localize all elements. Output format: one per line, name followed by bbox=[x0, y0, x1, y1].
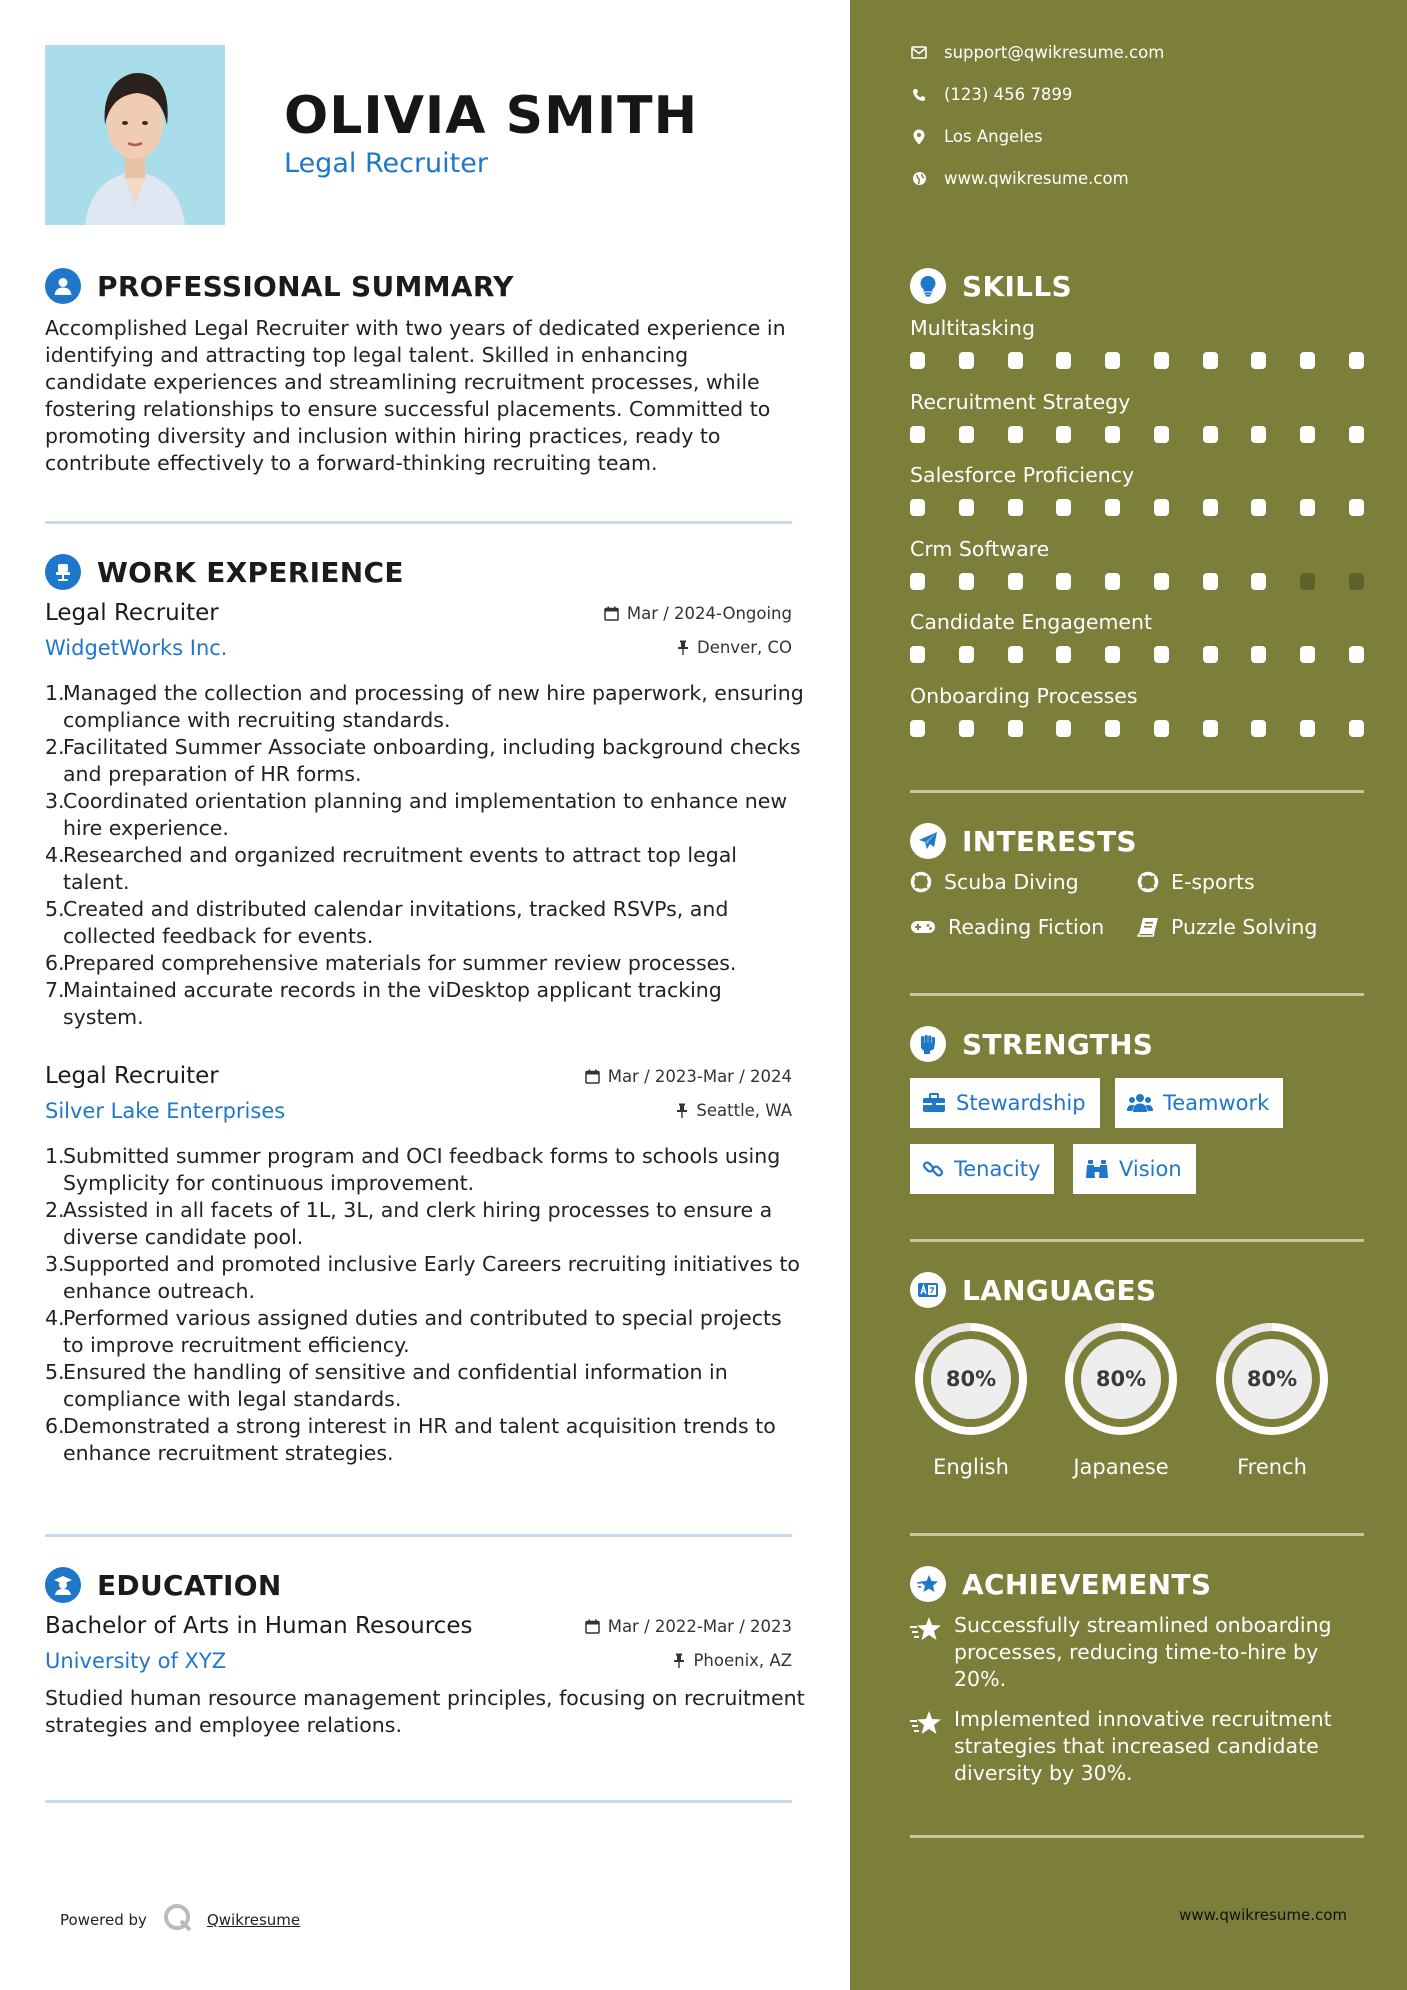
skill-dot-filled bbox=[1203, 499, 1218, 516]
fist-icon bbox=[910, 1026, 946, 1062]
graduate-icon bbox=[45, 1567, 81, 1603]
skill-dot-filled bbox=[1203, 426, 1218, 443]
interest-item bbox=[1137, 915, 1317, 939]
achievements-heading bbox=[910, 1566, 1211, 1602]
list-item: 3. Supported and promoted inclusive Early Careers recruiting initiatives to enhance outreach. bbox=[45, 1252, 800, 1303]
gamepad-icon bbox=[910, 918, 936, 936]
skill-dot-filled bbox=[959, 499, 974, 516]
job-entry bbox=[45, 1063, 800, 1483]
skill-dot-filled bbox=[910, 573, 925, 590]
section-divider bbox=[910, 1239, 1364, 1242]
candidate-role: Legal Recruiter bbox=[284, 148, 488, 179]
achievements-title: ACHIEVEMENTS bbox=[962, 1567, 1212, 1601]
contact-website-text: www.qwikresume.com bbox=[944, 169, 1129, 188]
skill-dot-empty bbox=[1349, 573, 1364, 590]
section-divider bbox=[45, 1534, 792, 1537]
languages-title: LANGUAGES bbox=[962, 1273, 1157, 1307]
job-location-text: Denver, CO bbox=[696, 638, 792, 657]
life-ring-icon bbox=[1137, 871, 1159, 893]
star-icon bbox=[910, 1612, 944, 1693]
skill-dot-filled bbox=[1203, 573, 1218, 590]
skill-dot-filled bbox=[1300, 352, 1315, 369]
user-icon bbox=[45, 268, 81, 304]
education-entry bbox=[45, 1613, 805, 1753]
language-item bbox=[1059, 1317, 1183, 1479]
job-location bbox=[676, 1101, 792, 1120]
interest-label: Scuba Diving bbox=[944, 870, 1079, 894]
job-title: Legal Recruiter bbox=[45, 600, 219, 626]
skill-dot-filled bbox=[1251, 720, 1266, 737]
education-description: Studied human resource management principles, focusing on recruitment strategies and employee relations. bbox=[45, 1686, 805, 1737]
pin-icon bbox=[676, 1103, 688, 1118]
skill-dot-filled bbox=[1056, 573, 1071, 590]
section-divider bbox=[45, 521, 792, 524]
section-divider bbox=[910, 993, 1364, 996]
skill-dot-filled bbox=[910, 720, 925, 737]
language-item bbox=[909, 1317, 1033, 1479]
skill-rating bbox=[910, 646, 1364, 663]
experience-heading bbox=[45, 554, 404, 590]
skill-dot-filled bbox=[1300, 499, 1315, 516]
phone-icon bbox=[910, 88, 928, 102]
skill-dot-filled bbox=[1300, 720, 1315, 737]
achievement-item bbox=[910, 1706, 1364, 1787]
experience-title: WORK EXPERIENCE bbox=[97, 555, 404, 589]
skill-name: Recruitment Strategy bbox=[910, 390, 1131, 414]
skill-dot-filled bbox=[1105, 646, 1120, 663]
language-progress bbox=[1059, 1317, 1183, 1441]
job-company: Silver Lake Enterprises bbox=[45, 1099, 286, 1123]
envelope-icon bbox=[910, 46, 928, 59]
globe-icon bbox=[910, 171, 928, 186]
job-location bbox=[677, 638, 792, 657]
link-icon bbox=[922, 1158, 944, 1180]
skill-name: Salesforce Proficiency bbox=[910, 463, 1135, 487]
strength-chip bbox=[910, 1144, 1054, 1194]
skill-dot-filled bbox=[1056, 426, 1071, 443]
skill-dot-filled bbox=[1349, 426, 1364, 443]
skill-dot-filled bbox=[910, 352, 925, 369]
skills-title: SKILLS bbox=[962, 269, 1072, 303]
skill-dot-filled bbox=[1251, 352, 1266, 369]
list-item: 1. Submitted summer program and OCI feedback forms to schools using Symplicity for continuous improvement. bbox=[45, 1144, 781, 1195]
interest-item bbox=[910, 915, 1104, 939]
contact-phone-text: (123) 456 7899 bbox=[944, 85, 1073, 104]
skill-dot-filled bbox=[1154, 646, 1169, 663]
powered-by-label: Powered by bbox=[60, 1911, 147, 1929]
list-item: 4. Researched and organized recruitment events to attract top legal talent. bbox=[45, 843, 737, 894]
calendar-icon bbox=[604, 606, 619, 621]
contact-email[interactable] bbox=[910, 43, 1164, 62]
star-icon bbox=[910, 1706, 944, 1787]
skill-item bbox=[910, 610, 1364, 663]
skill-dot-filled bbox=[1349, 646, 1364, 663]
list-item: 5. Created and distributed calendar invitations, tracked RSVPs, and collected feedback for events. bbox=[45, 897, 729, 948]
skill-dot-filled bbox=[959, 352, 974, 369]
qwikresume-logo-icon bbox=[163, 1903, 193, 1937]
skill-item bbox=[910, 463, 1364, 516]
contact-email-text: support@qwikresume.com bbox=[944, 43, 1165, 62]
job-entry bbox=[45, 600, 804, 1040]
skill-dot-filled bbox=[1154, 499, 1169, 516]
job-bullets bbox=[45, 1143, 805, 1467]
interests-title: INTERESTS bbox=[962, 824, 1137, 858]
skill-dot-filled bbox=[1008, 352, 1023, 369]
strengths-title: STRENGTHS bbox=[962, 1027, 1154, 1061]
skill-rating bbox=[910, 499, 1364, 516]
section-divider bbox=[45, 1800, 792, 1803]
skill-dot-filled bbox=[1203, 352, 1218, 369]
skill-dot-filled bbox=[1154, 426, 1169, 443]
job-title: Legal Recruiter bbox=[45, 1063, 219, 1089]
skill-item bbox=[910, 316, 1364, 369]
achievement-item bbox=[910, 1612, 1364, 1693]
qwikresume-link[interactable]: Qwikresume bbox=[206, 1911, 301, 1929]
list-item: 5. Ensured the handling of sensitive and confidential information in compliance with legal standards. bbox=[45, 1360, 728, 1411]
job-date-text: Mar / 2024-Ongoing bbox=[626, 604, 792, 623]
skill-dot-filled bbox=[959, 720, 974, 737]
interest-label: Reading Fiction bbox=[948, 915, 1105, 939]
skill-dot-filled bbox=[1300, 646, 1315, 663]
education-location bbox=[673, 1651, 792, 1670]
summary-title: PROFESSIONAL SUMMARY bbox=[97, 269, 514, 303]
calendar-icon bbox=[585, 1619, 600, 1634]
skill-dot-filled bbox=[1349, 499, 1364, 516]
language-percent: 80% bbox=[1246, 1367, 1298, 1391]
job-date-text: Mar / 2023-Mar / 2024 bbox=[607, 1067, 792, 1086]
language-icon bbox=[910, 1272, 946, 1308]
skill-dot-filled bbox=[1349, 720, 1364, 737]
skill-dot-filled bbox=[1105, 352, 1120, 369]
skill-dot-filled bbox=[1251, 573, 1266, 590]
job-company: WidgetWorks Inc. bbox=[45, 636, 228, 660]
skill-dot-filled bbox=[1008, 573, 1023, 590]
skill-name: Multitasking bbox=[910, 316, 1035, 340]
skill-item bbox=[910, 684, 1364, 737]
job-bullets bbox=[45, 680, 805, 1031]
skill-dot-filled bbox=[1105, 720, 1120, 737]
skill-dot-filled bbox=[959, 426, 974, 443]
language-percent: 80% bbox=[1095, 1367, 1147, 1391]
skill-dot-filled bbox=[959, 646, 974, 663]
education-degree: Bachelor of Arts in Human Resources bbox=[45, 1613, 473, 1639]
skill-dot-filled bbox=[1105, 573, 1120, 590]
life-ring-icon bbox=[910, 871, 932, 893]
skill-dot-filled bbox=[1349, 352, 1364, 369]
job-date bbox=[585, 1067, 792, 1086]
skill-rating bbox=[910, 352, 1364, 369]
education-title: EDUCATION bbox=[97, 1568, 282, 1602]
education-location-text: Phoenix, AZ bbox=[693, 1651, 792, 1670]
skill-dot-filled bbox=[1056, 646, 1071, 663]
list-item: 4. Performed various assigned duties and contributed to special projects to improve recruitment efficiency. bbox=[45, 1306, 782, 1357]
achievement-text: Implemented innovative recruitment strategies that increased candidate diversity by 30%. bbox=[954, 1707, 1332, 1785]
contact-location-text: Los Angeles bbox=[944, 127, 1043, 146]
strength-label: Teamwork bbox=[1163, 1091, 1270, 1115]
list-item: 1. Managed the collection and processing of new hire paperwork, ensuring compliance with recruiting standards. bbox=[45, 681, 804, 732]
list-item: 7. Maintained accurate records in the viDesktop applicant tracking system. bbox=[45, 978, 722, 1029]
skill-dot-filled bbox=[1203, 646, 1218, 663]
skill-rating bbox=[910, 573, 1364, 590]
chair-icon bbox=[45, 554, 81, 590]
skill-dot-filled bbox=[910, 499, 925, 516]
skill-rating bbox=[910, 720, 1364, 737]
job-location-text: Seattle, WA bbox=[696, 1101, 792, 1120]
section-divider bbox=[910, 1533, 1364, 1536]
binoculars-icon bbox=[1085, 1159, 1109, 1179]
interests-heading bbox=[910, 823, 1137, 859]
education-date-text: Mar / 2022-Mar / 2023 bbox=[607, 1617, 792, 1636]
skill-dot-filled bbox=[1008, 426, 1023, 443]
language-name: French bbox=[1237, 1455, 1307, 1479]
skill-dot-filled bbox=[1251, 499, 1266, 516]
skill-dot-filled bbox=[910, 426, 925, 443]
strength-label: Stewardship bbox=[956, 1091, 1086, 1115]
contact-location bbox=[910, 127, 1043, 146]
users-icon bbox=[1127, 1093, 1153, 1113]
pin-icon bbox=[677, 640, 689, 655]
skill-item bbox=[910, 537, 1364, 590]
skill-dot-empty bbox=[1300, 573, 1315, 590]
strength-label: Tenacity bbox=[954, 1157, 1041, 1181]
language-progress bbox=[909, 1317, 1033, 1441]
pin-icon bbox=[673, 1653, 685, 1668]
contact-website[interactable] bbox=[910, 169, 1129, 188]
lightbulb-icon bbox=[910, 268, 946, 304]
section-divider bbox=[910, 1835, 1364, 1838]
contact-phone[interactable] bbox=[910, 85, 1072, 104]
powered-by bbox=[60, 1903, 300, 1937]
language-progress bbox=[1210, 1317, 1334, 1441]
skills-heading bbox=[910, 268, 1072, 304]
skill-dot-filled bbox=[1008, 499, 1023, 516]
skill-dot-filled bbox=[1008, 720, 1023, 737]
language-item bbox=[1210, 1317, 1334, 1479]
education-date bbox=[585, 1617, 792, 1636]
strengths-heading bbox=[910, 1026, 1153, 1062]
interest-item bbox=[910, 870, 1079, 894]
education-school: University of XYZ bbox=[45, 1649, 227, 1673]
skill-dot-filled bbox=[959, 573, 974, 590]
profile-photo bbox=[45, 45, 225, 225]
skill-item bbox=[910, 390, 1364, 443]
skill-name: Crm Software bbox=[910, 537, 1050, 561]
interest-label: Puzzle Solving bbox=[1171, 915, 1318, 939]
skill-dot-filled bbox=[1154, 352, 1169, 369]
paper-plane-icon bbox=[910, 823, 946, 859]
strength-label: Vision bbox=[1119, 1157, 1182, 1181]
skill-dot-filled bbox=[1105, 499, 1120, 516]
candidate-name: OLIVIA SMITH bbox=[284, 86, 699, 146]
strength-chip bbox=[1115, 1078, 1283, 1128]
interest-item bbox=[1137, 870, 1255, 894]
language-name: Japanese bbox=[1073, 1455, 1169, 1479]
education-heading bbox=[45, 1567, 282, 1603]
skill-dot-filled bbox=[1154, 573, 1169, 590]
language-percent: 80% bbox=[945, 1367, 997, 1391]
achievement-text: Successfully streamlined onboarding processes, reducing time-to-hire by 20%. bbox=[954, 1613, 1332, 1691]
job-date bbox=[604, 604, 792, 623]
skill-name: Onboarding Processes bbox=[910, 684, 1138, 708]
skill-dot-filled bbox=[1008, 646, 1023, 663]
languages-heading bbox=[910, 1272, 1156, 1308]
interest-label: E-sports bbox=[1171, 870, 1255, 894]
section-divider bbox=[910, 790, 1364, 793]
skill-name: Candidate Engagement bbox=[910, 610, 1153, 634]
skill-dot-filled bbox=[1056, 352, 1071, 369]
strength-chip bbox=[1073, 1144, 1196, 1194]
skill-dot-filled bbox=[1056, 720, 1071, 737]
skill-dot-filled bbox=[1251, 646, 1266, 663]
summary-text: Accomplished Legal Recruiter with two years of dedicated experience in identifying and attracting top legal talent. Skilled in enhancing candidate experiences and streamlining recruitment processes, while fostering relationships to ensure successful placements. Committed to promoting diversity and inclusion within hiring practices, ready to contribute effectively to a forward-thinking recruiting team. bbox=[45, 316, 786, 475]
skill-dot-filled bbox=[1300, 426, 1315, 443]
summary-heading bbox=[45, 268, 514, 304]
skill-dot-filled bbox=[1056, 499, 1071, 516]
skill-dot-filled bbox=[1154, 720, 1169, 737]
star-badge-icon bbox=[910, 1566, 946, 1602]
list-item: 3. Coordinated orientation planning and implementation to enhance new hire experience. bbox=[45, 789, 788, 840]
footer-website[interactable]: www.qwikresume.com bbox=[1179, 1906, 1347, 1924]
book-icon bbox=[1137, 917, 1159, 937]
calendar-icon bbox=[585, 1069, 600, 1084]
strength-chip bbox=[910, 1078, 1100, 1128]
list-item: 2. Assisted in all facets of 1L, 3L, and clerk hiring processes to ensure a diverse candidate pool. bbox=[45, 1198, 773, 1249]
map-marker-icon bbox=[910, 129, 928, 145]
skill-dot-filled bbox=[910, 646, 925, 663]
skill-dot-filled bbox=[1203, 720, 1218, 737]
skill-dot-filled bbox=[1251, 426, 1266, 443]
briefcase-icon bbox=[922, 1093, 946, 1113]
list-item: 6. Prepared comprehensive materials for summer review processes. bbox=[45, 951, 737, 975]
skill-rating bbox=[910, 426, 1364, 443]
list-item: 6. Demonstrated a strong interest in HR and talent acquisition trends to enhance recruitment strategies. bbox=[45, 1414, 776, 1465]
list-item: 2. Facilitated Summer Associate onboarding, including background checks and preparation of HR forms. bbox=[45, 735, 801, 786]
language-name: English bbox=[933, 1455, 1009, 1479]
skill-dot-filled bbox=[1105, 426, 1120, 443]
